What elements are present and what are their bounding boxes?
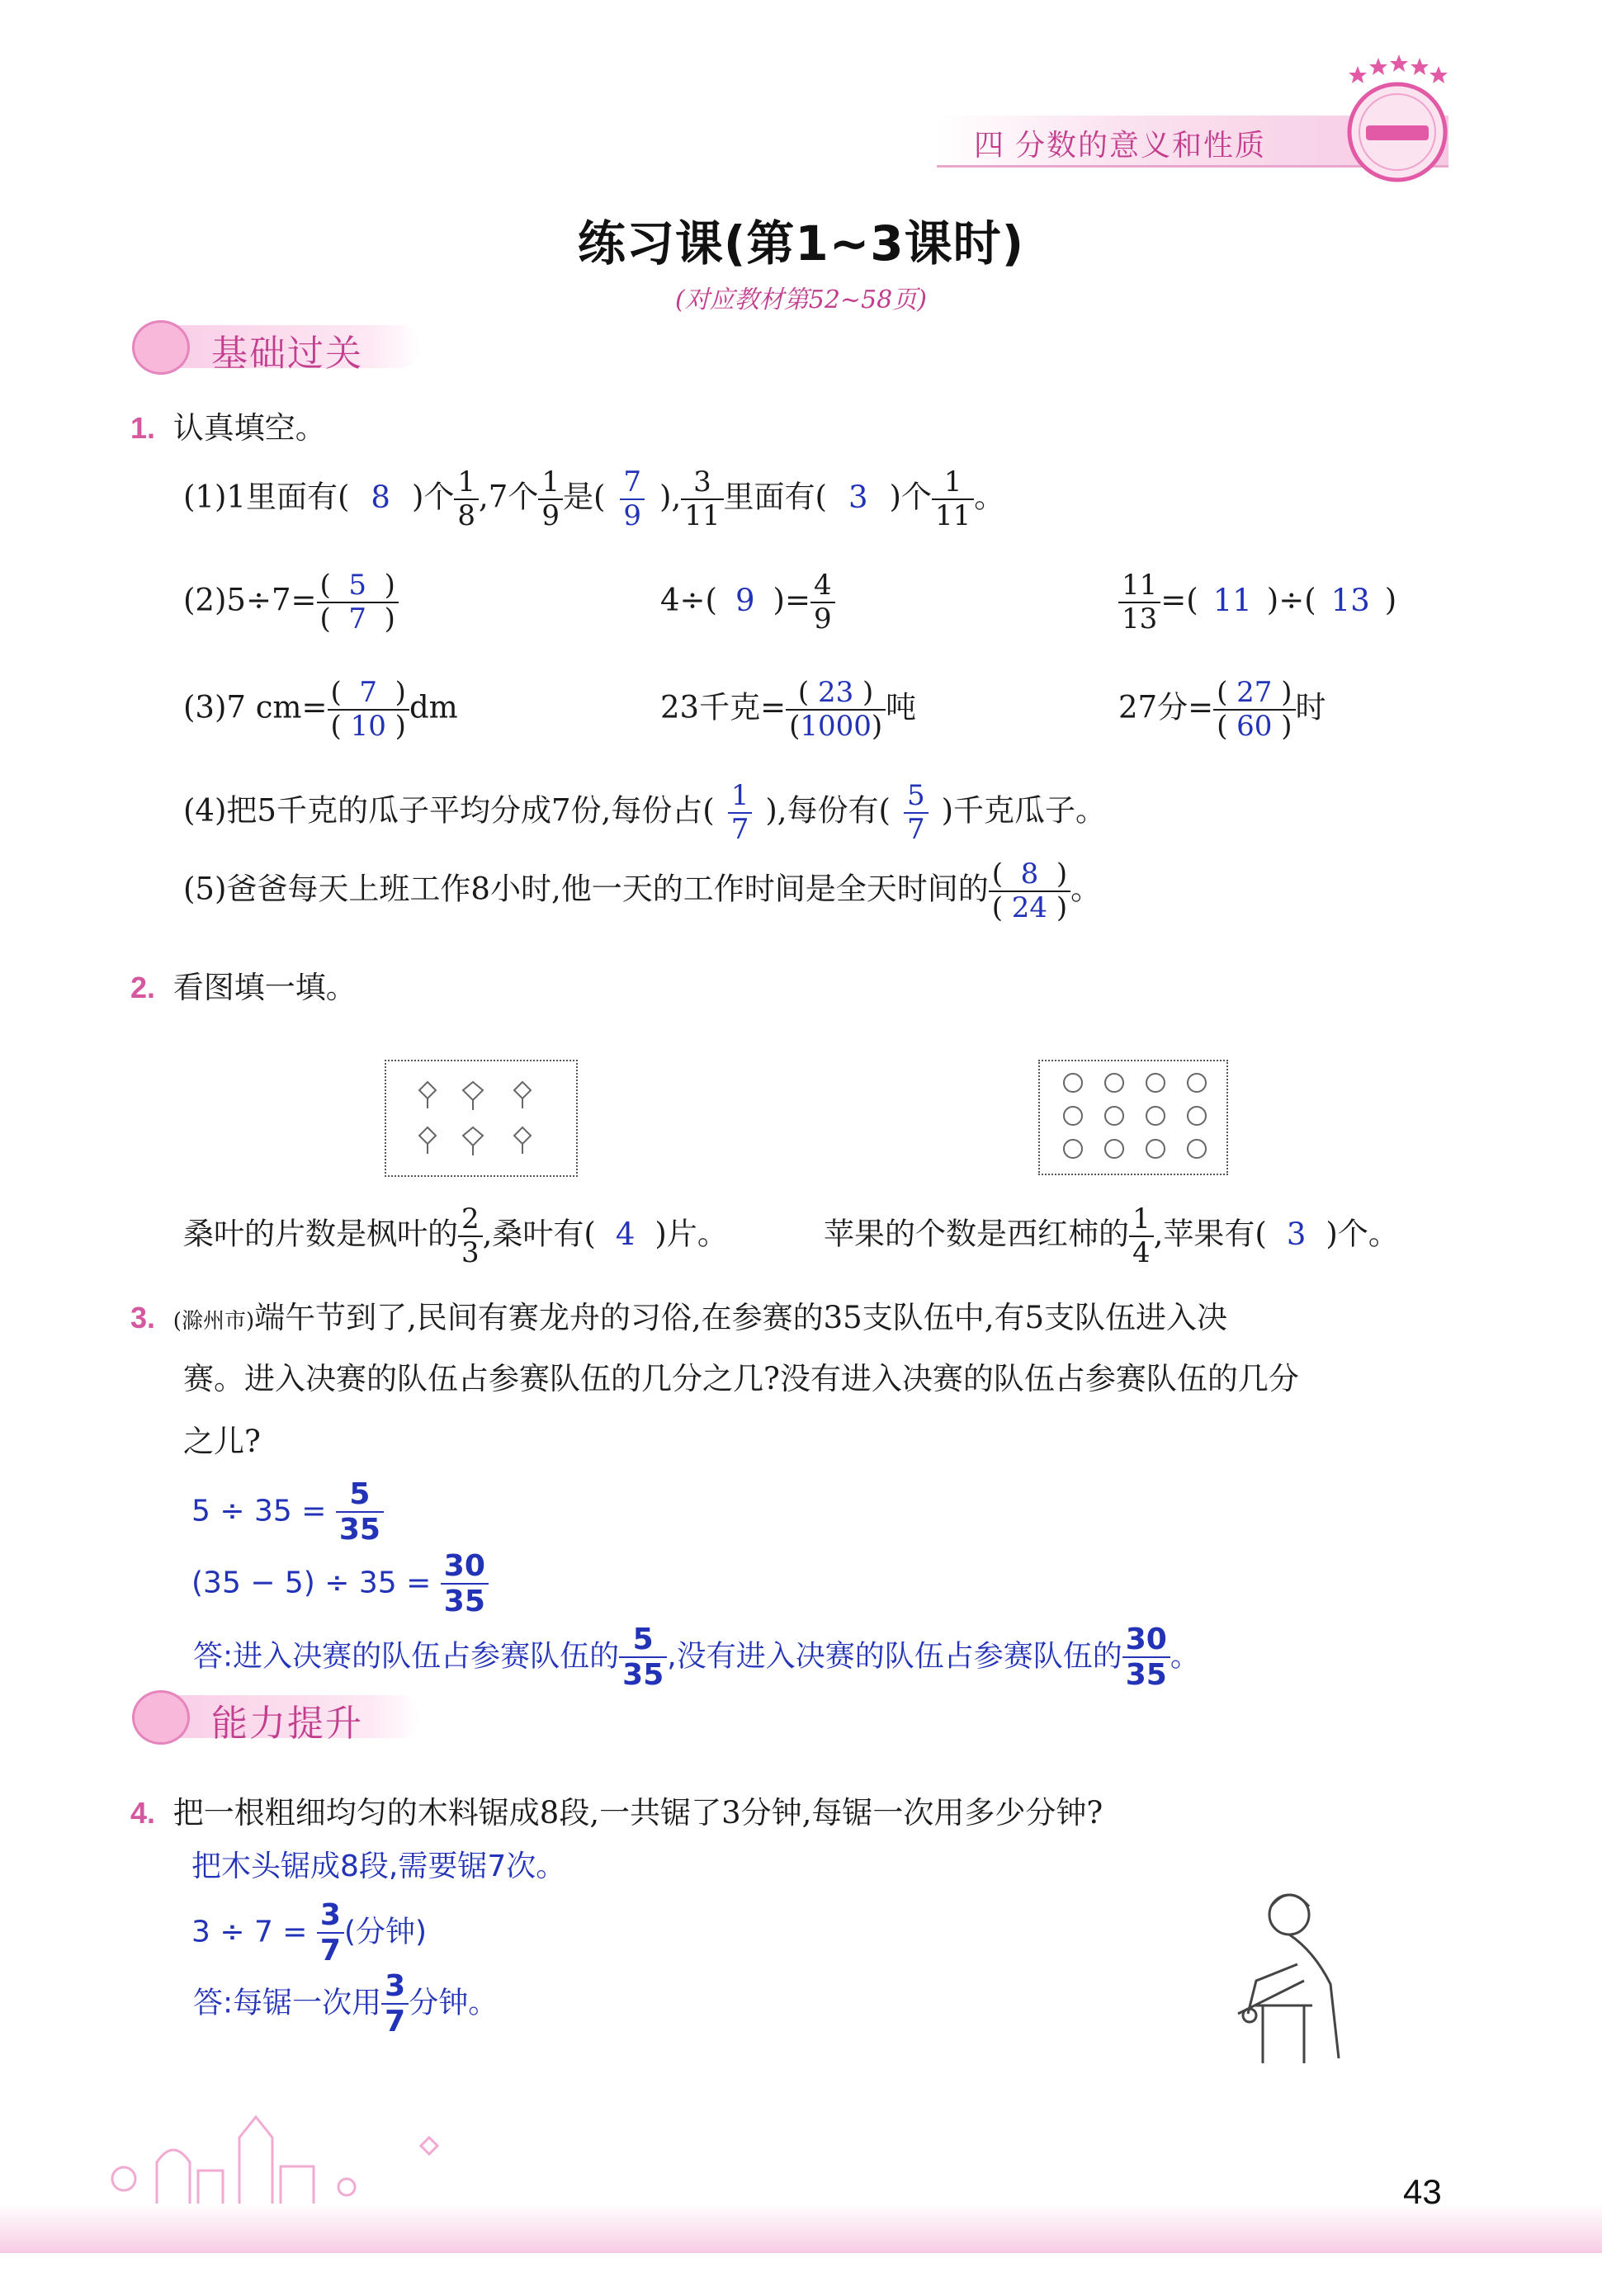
numerator: 30 (1122, 1623, 1170, 1658)
question-2-stem (130, 972, 357, 1003)
text: 苹果的个数是西红柿的 (824, 1216, 1129, 1252)
answer-blank: 3 (1286, 1216, 1307, 1252)
q3-calc1 (191, 1477, 384, 1547)
numerator: 4 (810, 569, 835, 603)
answer-fraction (1122, 1623, 1170, 1693)
question-number: 2. (130, 971, 156, 1004)
denominator: 8 (457, 499, 476, 533)
page-subtitle: (对应教材第52~58页) (675, 286, 927, 314)
cartoon-badge-icon (132, 1690, 190, 1745)
fraction (538, 466, 563, 532)
text: 答:每锯一次用 (193, 1986, 382, 2020)
answer-blank: 9 (735, 582, 755, 618)
cartoon-badge-icon (132, 320, 190, 375)
fraction (1129, 1203, 1154, 1269)
text: )千克瓜子。 (941, 792, 1107, 829)
q1-part3b (660, 677, 916, 743)
numerator: 27 (1236, 676, 1273, 709)
numerator: 5 (348, 569, 367, 602)
text: )÷( (1266, 582, 1316, 618)
numerator: 7 (620, 466, 645, 500)
q1-part2a (183, 569, 399, 635)
denominator: 11 (684, 499, 721, 533)
text: 桑叶的片数是枫叶的 (183, 1216, 458, 1252)
text: 23千克= (660, 689, 787, 725)
equation: 3 ÷ 7 = (191, 1915, 308, 1949)
denominator: 3 (461, 1236, 480, 1270)
answer-fraction (317, 1898, 344, 1968)
answer-blank: 3 (848, 479, 868, 515)
answer-fraction: $\frac{( 7 )}{( 10 )}$ (328, 677, 409, 743)
fraction (681, 466, 723, 532)
question-text: 看图填一填。 (172, 970, 357, 1005)
denominator: 7 (348, 602, 367, 636)
answer-fraction: $\frac{( 27 )}{( 60 )}$ (1213, 677, 1295, 743)
question-number: 1. (130, 411, 156, 445)
denominator: 35 (1125, 1658, 1167, 1693)
text: 4÷( (660, 582, 717, 618)
answer-fraction (441, 1549, 489, 1619)
text: ), (659, 479, 682, 515)
answer-blank: 11 (1212, 582, 1252, 618)
unit: dm (409, 689, 458, 725)
text: (3)7 cm= (183, 689, 328, 725)
numerator: 3 (381, 1969, 409, 2005)
q3-calc2 (191, 1549, 489, 1619)
denominator: 11 (934, 499, 971, 533)
text: 27分= (1118, 689, 1214, 725)
fraction (810, 569, 835, 635)
answer-fraction (620, 466, 645, 532)
answer-fraction (381, 1969, 409, 2039)
text: 是( (562, 479, 606, 515)
question-3-line1 (130, 1302, 1227, 1333)
person-sawing-icon (1230, 1882, 1395, 2072)
numerator: 23 (817, 676, 854, 709)
text: (5)爸爸每天上班工作8小时,他一天的工作时间是全天时间的 (183, 871, 989, 907)
denominator: 9 (623, 499, 642, 533)
answer-fraction (619, 1623, 667, 1693)
denominator: 13 (1122, 602, 1158, 636)
denominator: 60 (1236, 710, 1273, 744)
apples-tomatoes-icon (1040, 1061, 1226, 1174)
castle-decoration-icon (99, 2088, 454, 2212)
text: )个。 (1326, 1216, 1399, 1252)
denominator: 4 (1132, 1236, 1151, 1270)
q2-right (824, 1203, 1399, 1269)
text: )个 (411, 479, 455, 515)
question-3-line3: 之儿? (183, 1424, 261, 1459)
page-title: 练习课(第1~3课时) (577, 215, 1025, 272)
numerator: 5 (336, 1477, 384, 1513)
unit: (分钟) (343, 1915, 428, 1949)
text: 。 (974, 479, 1005, 515)
publisher-logo-icon (1333, 50, 1457, 190)
denominator: 9 (813, 602, 832, 636)
denominator: 7 (319, 1934, 341, 1968)
q1-part5 (183, 858, 1101, 924)
numerator: 5 (904, 780, 929, 814)
q1-part2c (1118, 569, 1396, 635)
answer-blank: 13 (1330, 582, 1370, 618)
leaves-icon (386, 1061, 576, 1175)
q1-part1 (183, 466, 1004, 532)
denominator: 35 (622, 1658, 664, 1693)
denominator: 35 (443, 1585, 485, 1619)
fraction (1118, 569, 1160, 635)
numerator: 3 (317, 1898, 344, 1934)
text: =( (1160, 582, 1198, 618)
text: ),每份有( (765, 792, 891, 829)
answer-fraction (728, 780, 753, 846)
numerator: 11 (1118, 569, 1160, 603)
text: (2)5÷7= (183, 582, 317, 618)
text: ,桑叶有( (482, 1216, 596, 1252)
q1-part4 (183, 780, 1106, 846)
denominator: 7 (730, 813, 749, 847)
page-number: 43 (1403, 2172, 1442, 2211)
section-header-advanced (132, 1690, 421, 1745)
numerator: 30 (441, 1549, 489, 1585)
answer-blank: 8 (371, 479, 390, 515)
leaf-picture-box (385, 1060, 578, 1177)
equation: 5 ÷ 35 = (191, 1494, 327, 1528)
fraction (932, 466, 974, 532)
denominator: 24 (1011, 891, 1048, 925)
unit: 时 (1295, 689, 1326, 725)
q4-line1: 把木头锯成8段,需要锯7次。 (191, 1850, 566, 1883)
text: (4)把5千克的瓜子平均分成7份,每份占( (183, 792, 715, 829)
denominator: 7 (385, 2005, 406, 2039)
numerator: 7 (359, 676, 378, 709)
answer-fraction (904, 780, 929, 846)
text: 答:进入决赛的队伍占参赛队伍的 (193, 1639, 620, 1674)
denominator: 7 (906, 813, 925, 847)
numerator: 3 (681, 466, 723, 500)
q4-answer (193, 1969, 498, 2039)
text: ,7个 (479, 479, 539, 515)
denominator: 10 (350, 710, 386, 744)
equation: (35 − 5) ÷ 35 = (191, 1566, 432, 1600)
numerator: 1 (538, 466, 563, 500)
numerator: 1 (1129, 1203, 1154, 1237)
text: (1)1里面有( (183, 479, 350, 515)
question-4-stem (130, 1795, 1103, 1831)
q1-part3a (183, 677, 458, 743)
answer-fraction (336, 1477, 384, 1547)
numerator: 1 (728, 780, 753, 814)
fruit-picture-box (1038, 1060, 1228, 1175)
q2-left (183, 1203, 728, 1269)
section-label: 能力提升 (211, 1703, 363, 1745)
numerator: 8 (1020, 857, 1039, 891)
denominator: 9 (541, 499, 560, 533)
question-text: 认真填空。 (172, 410, 326, 446)
question-1-stem (130, 410, 326, 446)
q4-calc (191, 1898, 427, 1968)
text: ,没有进入决赛的队伍占参赛队伍的 (667, 1639, 1122, 1674)
q3-answer (193, 1623, 1200, 1693)
question-text: 端午节到了,民间有赛龙舟的习俗,在参赛的35支队伍中,有5支队伍进入决 (254, 1300, 1227, 1335)
numerator: 5 (619, 1623, 667, 1658)
question-tag: (滁州市) (172, 1309, 255, 1334)
q1-part3c (1118, 677, 1326, 743)
question-text: 把一根粗细均匀的木料锯成8段,一共锯了3分钟,每锯一次用多少分钟? (172, 1795, 1103, 1831)
fraction (454, 466, 479, 532)
section-header-basic (132, 320, 421, 375)
numerator: 1 (932, 466, 974, 500)
fraction (458, 1203, 483, 1269)
text: )片。 (655, 1216, 728, 1252)
text: 分钟。 (409, 1986, 499, 2020)
text: 。 (1170, 1639, 1200, 1674)
question-3-line2: 赛。进入决赛的队伍占参赛队伍的几分之几?没有进入决赛的队伍占参赛队伍的几分 (183, 1361, 1299, 1396)
answer-blank: 4 (615, 1216, 636, 1252)
section-label: 基础过关 (211, 333, 363, 375)
chapter-title: 四 分数的意义和性质 (974, 128, 1267, 162)
denominator: 1000 (800, 710, 872, 744)
unit: 吨 (886, 689, 917, 725)
q1-part2b (660, 569, 835, 635)
text: )个 (889, 479, 932, 515)
text: )= (773, 582, 810, 618)
question-number: 3. (130, 1301, 156, 1335)
denominator: 35 (338, 1513, 380, 1547)
answer-fraction: $\frac{( 23 )}{(1000)}$ (786, 677, 886, 743)
numerator: 1 (454, 466, 479, 500)
text: 里面有( (723, 479, 827, 515)
text: ,苹果有( (1153, 1216, 1267, 1252)
numerator: 2 (458, 1203, 483, 1237)
text: 。 (1070, 871, 1102, 907)
text: ) (1384, 582, 1397, 618)
answer-fraction: $\frac{( 5 )}{( 7 )}$ (317, 569, 399, 635)
answer-fraction: $\frac{( 8 )}{( 24 )}$ (989, 858, 1070, 924)
question-number: 4. (130, 1796, 156, 1830)
